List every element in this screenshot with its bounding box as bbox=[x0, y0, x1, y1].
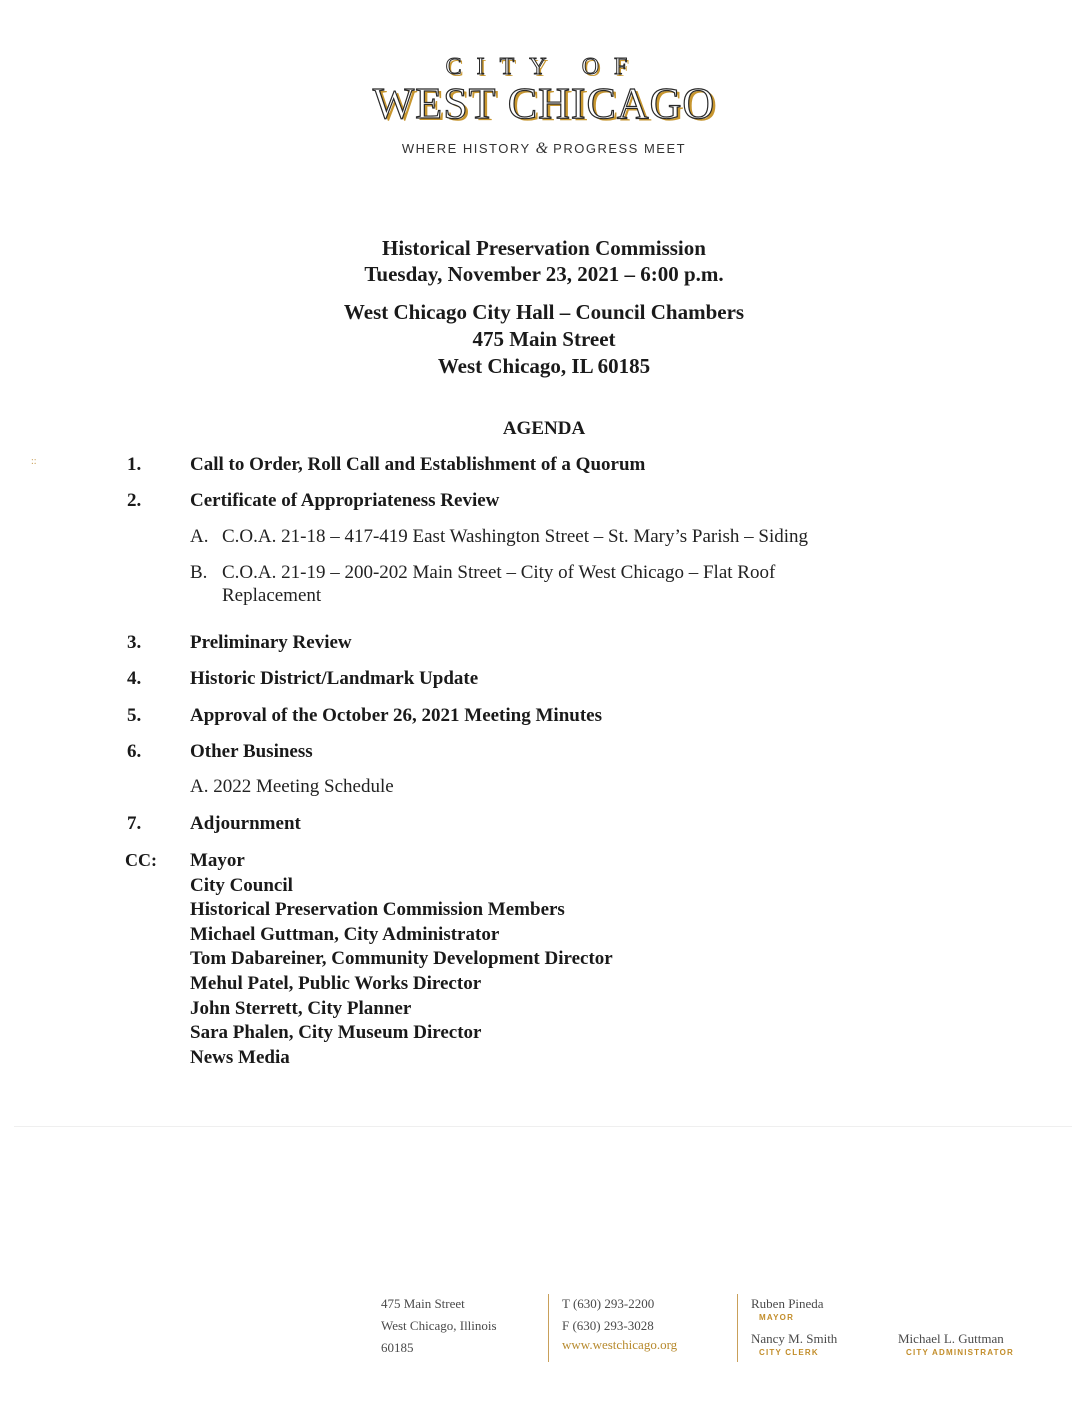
tagline bbox=[0, 140, 1088, 158]
cc-label: CC: bbox=[125, 850, 157, 870]
agenda-item-number: 1. bbox=[127, 454, 142, 475]
cc-recipient: Mehul Patel, Public Works Director bbox=[190, 972, 482, 994]
meeting-datetime: Tuesday, November 23, 2021 – 6:00 p.m. bbox=[364, 262, 724, 286]
sub-item-coa-21-19: C.O.A. 21-19 – 200-202 Main Street – City of West Chicago – Flat Roof bbox=[222, 562, 776, 583]
footer-divider bbox=[737, 1294, 738, 1362]
footer-admin-name: Michael L. Guttman bbox=[898, 1331, 1004, 1346]
footer-address-line: 60185 bbox=[381, 1340, 414, 1355]
meeting-body: Historical Preservation Commission bbox=[382, 236, 706, 260]
cc-recipient: Sara Phalen, City Museum Director bbox=[190, 1022, 482, 1044]
footer-clerk-title: CITY CLERK bbox=[759, 1348, 819, 1357]
footer-admin-title: CITY ADMINISTRATOR bbox=[906, 1348, 1014, 1357]
agenda-item-district-update: Historic District/Landmark Update bbox=[190, 668, 479, 689]
footer-phone: T (630) 293-2200 bbox=[562, 1296, 655, 1311]
logo-city-name: WEST CHICAGO bbox=[372, 79, 716, 128]
cc-recipient: Historical Preservation Commission Members bbox=[190, 899, 565, 921]
footer-website-link[interactable]: www.westchicago.org bbox=[562, 1337, 678, 1352]
meeting-venue: West Chicago City Hall – Council Chambers bbox=[343, 300, 745, 324]
cc-recipient: John Sterrett, City Planner bbox=[190, 997, 412, 1019]
footer-divider bbox=[548, 1294, 549, 1362]
agenda-item-minutes-approval: Approval of the October 26, 2021 Meeting Minutes bbox=[190, 705, 602, 726]
cc-list bbox=[190, 849, 613, 1070]
footer-mayor-title: MAYOR bbox=[759, 1313, 795, 1322]
agenda-item-other-business: Other Business bbox=[190, 741, 313, 762]
meeting-street: 475 Main Street bbox=[472, 327, 616, 351]
agenda-item-number: 6. bbox=[127, 741, 142, 762]
footer-fax: F (630) 293-3028 bbox=[562, 1318, 654, 1333]
logo-city-of: CITY OF bbox=[445, 54, 643, 80]
tagline-ampersand: & bbox=[535, 140, 549, 157]
sub-item-letter: A. bbox=[190, 526, 209, 547]
agenda-item-number: 2. bbox=[127, 490, 142, 511]
agenda-item-number: 7. bbox=[127, 813, 142, 834]
sub-item-coa-21-18: C.O.A. 21-18 – 417-419 East Washington Street – St. Mary’s Parish – Siding bbox=[222, 526, 809, 547]
cc-recipient: News Media bbox=[190, 1046, 290, 1068]
agenda-item-adjournment: Adjournment bbox=[190, 813, 301, 834]
agenda-item-number: 4. bbox=[127, 668, 142, 689]
tagline-pre: WHERE HISTORY bbox=[401, 141, 531, 156]
footer-address-line: 475 Main Street bbox=[381, 1296, 465, 1311]
agenda-item-number: 5. bbox=[127, 705, 142, 726]
fold-line bbox=[14, 1126, 1072, 1127]
footer-address-line: West Chicago, Illinois bbox=[381, 1318, 497, 1333]
sub-item-meeting-schedule: A. 2022 Meeting Schedule bbox=[190, 776, 394, 797]
sub-item-letter: B. bbox=[190, 562, 208, 583]
agenda-item-preliminary-review: Preliminary Review bbox=[190, 632, 352, 653]
scan-mark: :: bbox=[31, 456, 37, 467]
agenda-item-number: 3. bbox=[127, 632, 142, 653]
footer-clerk-name: Nancy M. Smith bbox=[751, 1331, 838, 1346]
agenda-item-coa-review: Certificate of Appropriateness Review bbox=[190, 490, 500, 511]
sub-item-coa-21-19-cont: Replacement bbox=[222, 585, 322, 606]
cc-recipient: Mayor bbox=[190, 850, 245, 871]
cc-recipient: Tom Dabareiner, Community Development Director bbox=[190, 948, 613, 970]
meeting-city: West Chicago, IL 60185 bbox=[437, 354, 651, 378]
cc-recipient: City Council bbox=[190, 874, 293, 896]
footer-mayor-name: Ruben Pineda bbox=[751, 1296, 824, 1311]
agenda-item-call-to-order: Call to Order, Roll Call and Establishment of a Quorum bbox=[190, 454, 646, 475]
tagline-post: PROGRESS MEET bbox=[553, 141, 687, 156]
agenda-title: AGENDA bbox=[502, 418, 586, 439]
cc-recipient: Michael Guttman, City Administrator bbox=[190, 923, 500, 945]
